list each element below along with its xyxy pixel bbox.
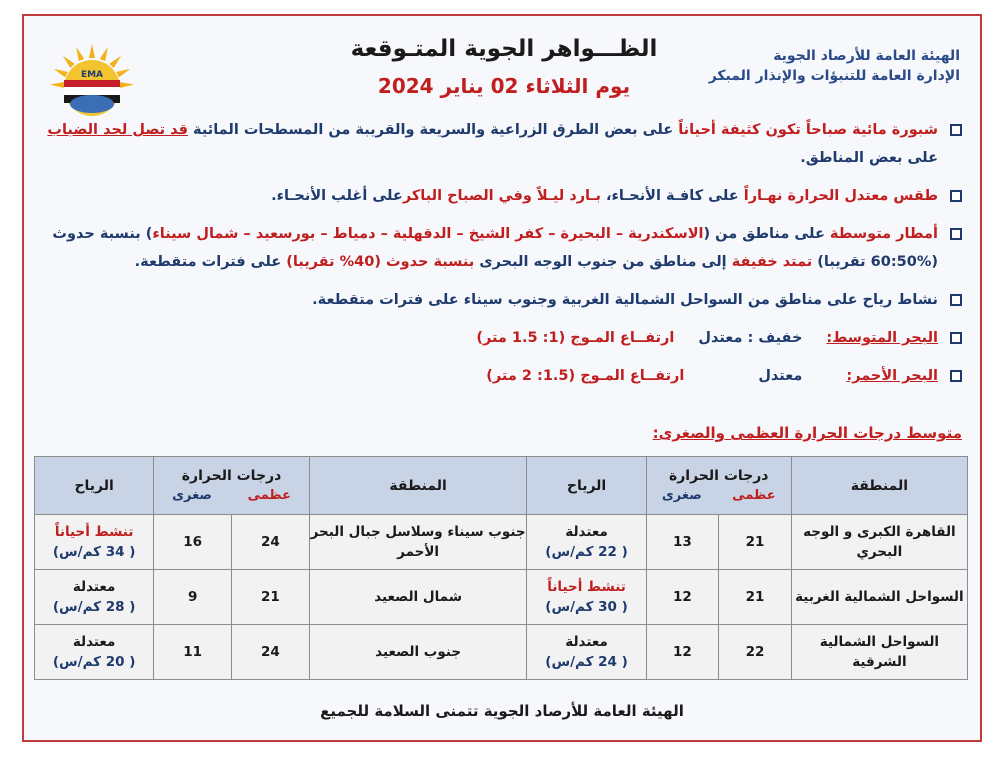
max-temp-cell: 24: [232, 625, 310, 680]
max-temp-cell: 21: [232, 570, 310, 625]
wind-cell: معتدلة ( 20 كم/س): [35, 625, 154, 680]
med-sea-state: خفيف : معتدل: [698, 330, 803, 346]
footer-message: الهيئة العامة للأرصاد الجوية تتمنى السلامة للجميع: [320, 702, 684, 720]
header-wind-right: الرياح: [527, 457, 646, 515]
max-temp-cell: 22: [719, 625, 792, 680]
red-sea-label: البحر الأحمر:: [846, 368, 938, 384]
org-line-1: الهيئة العامة للأرصاد الجوية: [773, 48, 960, 64]
list-item-temperature: طقس معتدل الحرارة نهـاراً على كافـة الأنحـاء، بـارد ليـلاً وفي الصباح الباكرعلى أغلب الأنحـاء.: [38, 182, 966, 210]
min-temp-cell: 12: [646, 570, 719, 625]
region-cell: السواحل الشمالية الشرقية: [791, 625, 967, 680]
list-item-rain: أمطار متوسطة على مناطق من (الاسكندرية – البحيرة – كفر الشيخ – الدقهلية – دمياط – بورسعيد – شمال سيناء) بنسبة حدوث (60:50% تقريبا) تمتد خفيفة إلى مناطق من جنوب الوجه البحرى بنسبة حدوث (40% تقريبا) على فترات متقطعة.: [38, 220, 966, 276]
region-cell: السواحل الشمالية الغربية: [791, 570, 967, 625]
page-title: الظـــواهر الجوية المتـوقعة: [350, 36, 658, 62]
logo-text: EMA: [80, 70, 104, 80]
wind-cell: معتدلة ( 22 كم/س): [527, 515, 646, 570]
red-sea-wave: ارتفــاع المـوج (1.5: 2 متر): [486, 368, 685, 384]
table-row: [35, 570, 968, 625]
forecast-date: يوم الثلاثاء 02 يناير 2024: [377, 74, 631, 98]
org-name: [709, 46, 960, 86]
bullet-box-icon: [950, 332, 962, 344]
max-temp-cell: 24: [232, 515, 310, 570]
wind-cell: تنشط أحياناً ( 30 كم/س): [527, 570, 646, 625]
list-item-wind: نشاط رياح على مناطق من السواحل الشمالية الغربية وجنوب سيناء على فترات متقطعة.: [38, 286, 966, 314]
bulletin-frame: [22, 14, 982, 742]
bullet-box-icon: [950, 124, 962, 136]
header-wind-left: الرياح: [35, 457, 154, 515]
region-cell: شمال الصعيد: [309, 570, 527, 625]
org-line-2: الإدارة العامة للتنبؤات والإنذار المبكر: [708, 68, 960, 84]
med-sea-wave: ارتفــاع المـوج (1: 1.5 متر): [476, 330, 675, 346]
region-cell: جنوب الصعيد: [309, 625, 527, 680]
list-item-mediterranean: [38, 324, 966, 352]
list-item-red-sea: [38, 362, 966, 390]
wind-cell: تنشط أحياناً ( 34 كم/س): [35, 515, 154, 570]
min-temp-cell: 9: [154, 570, 232, 625]
header-region-right: المنطقة: [791, 457, 967, 515]
table-header-row: [35, 457, 968, 515]
min-temp-cell: 16: [154, 515, 232, 570]
med-sea-label: البحر المتوسط:: [826, 330, 938, 346]
bullet-box-icon: [950, 370, 962, 382]
table-row: [35, 625, 968, 680]
max-temp-cell: 21: [719, 570, 792, 625]
wind-cell: معتدلة ( 24 كم/س): [527, 625, 646, 680]
wind-cell: معتدلة ( 28 كم/س): [35, 570, 154, 625]
temps-section-title: متوسط درجات الحرارة العظمى والصغرى:: [652, 424, 962, 442]
max-temp-cell: 21: [719, 515, 792, 570]
red-sea-state: معتدل: [758, 368, 803, 384]
temperature-table: [34, 456, 968, 680]
list-item-fog: شبورة مائية صباحاً تكون كثيفة أحياناً على بعض الطرق الزراعية والسريعة والقريبة من المسطحات المائية قد تصل لحد الضباب على بعض المناطق.: [38, 116, 966, 172]
bullet-box-icon: [950, 190, 962, 202]
table-row: [35, 515, 968, 570]
bullet-box-icon: [950, 228, 962, 240]
min-temp-cell: 13: [646, 515, 719, 570]
header-temps-left: درجات الحرارة عظمى صغرى: [154, 457, 310, 515]
phenomena-list: [38, 116, 966, 400]
region-cell: جنوب سيناء وسلاسل جبال البحر الأحمر: [309, 515, 527, 570]
min-temp-cell: 12: [646, 625, 719, 680]
header-temps-right: درجات الحرارة عظمى صغرى: [646, 457, 791, 515]
region-cell: القاهرة الكبرى و الوجه البحري: [791, 515, 967, 570]
bullet-box-icon: [950, 294, 962, 306]
min-temp-cell: 11: [154, 625, 232, 680]
header-region-left: المنطقة: [309, 457, 527, 515]
